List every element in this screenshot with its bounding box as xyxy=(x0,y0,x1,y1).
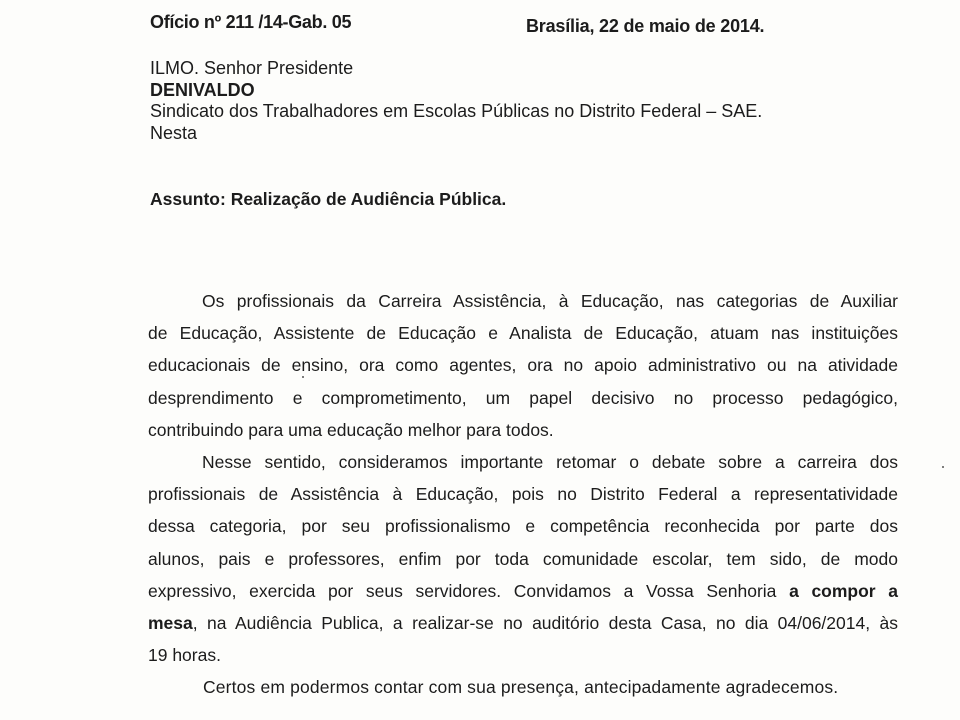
recipient-organization: Sindicato dos Trabalhadores em Escolas Públicas no Distrito Federal – SAE. xyxy=(150,101,763,121)
scan-speck xyxy=(942,466,944,468)
paragraph-2 xyxy=(148,446,898,671)
paragraph-1 xyxy=(148,285,898,446)
body-line: educacionais de ensino, ora como agentes, ora no apoio administrativo ou na atividade xyxy=(148,355,898,376)
body-line: desprendimento e comprometimento, um papel decisivo no processo pedagógico, xyxy=(148,387,898,408)
emphasis-text: a compor a xyxy=(789,580,898,601)
emphasis-text: mesa xyxy=(148,612,193,633)
scan-speck xyxy=(302,376,304,378)
body-line: dessa categoria, por seu profissionalismo e competência reconhecida por parte dos xyxy=(148,516,898,537)
letter-body xyxy=(148,285,898,671)
recipient-location: Nesta xyxy=(150,122,198,143)
recipient-block xyxy=(150,58,762,144)
letter-subject: Assunto: Realização de Audiência Pública. xyxy=(150,189,507,209)
body-text: expressivo, exercida por seus servidores. Convidamos a Vossa Senhoria xyxy=(148,580,777,601)
body-text: , na Audiência Publica, a realizar-se no auditório desta Casa, no dia 04/06/2014, às xyxy=(192,612,898,633)
closing-line: Certos em podermos contar com sua presença, antecipadamente agradecemos. xyxy=(203,677,839,697)
office-number: Ofício nº 211 /14-Gab. 05 xyxy=(150,12,352,32)
body-line-with-emphasis xyxy=(148,607,898,639)
body-line: de Educação, Assistente de Educação e Analista de Educação, atuam nas instituições xyxy=(148,323,898,344)
recipient-name: DENIVALDO xyxy=(150,79,255,100)
body-line: alunos, pais e professores, enfim por toda comunidade escolar, tem sido, de modo xyxy=(148,548,898,569)
body-line: profissionais de Assistência à Educação, pois no Distrito Federal a representatividade xyxy=(148,484,898,505)
body-line-with-emphasis xyxy=(148,575,898,607)
body-line: Os profissionais da Carreira Assistência, à Educação, nas categorias de Auxiliar xyxy=(202,291,898,311)
recipient-salutation: ILMO. Senhor Presidente xyxy=(150,58,354,78)
body-line: 19 horas. xyxy=(148,645,221,666)
letter-date: Brasília, 22 de maio de 2014. xyxy=(526,16,765,36)
body-line: Nesse sentido, consideramos importante retomar o debate sobre a carreira dos xyxy=(202,451,898,472)
body-line: contribuindo para uma educação melhor para todos. xyxy=(148,419,554,440)
